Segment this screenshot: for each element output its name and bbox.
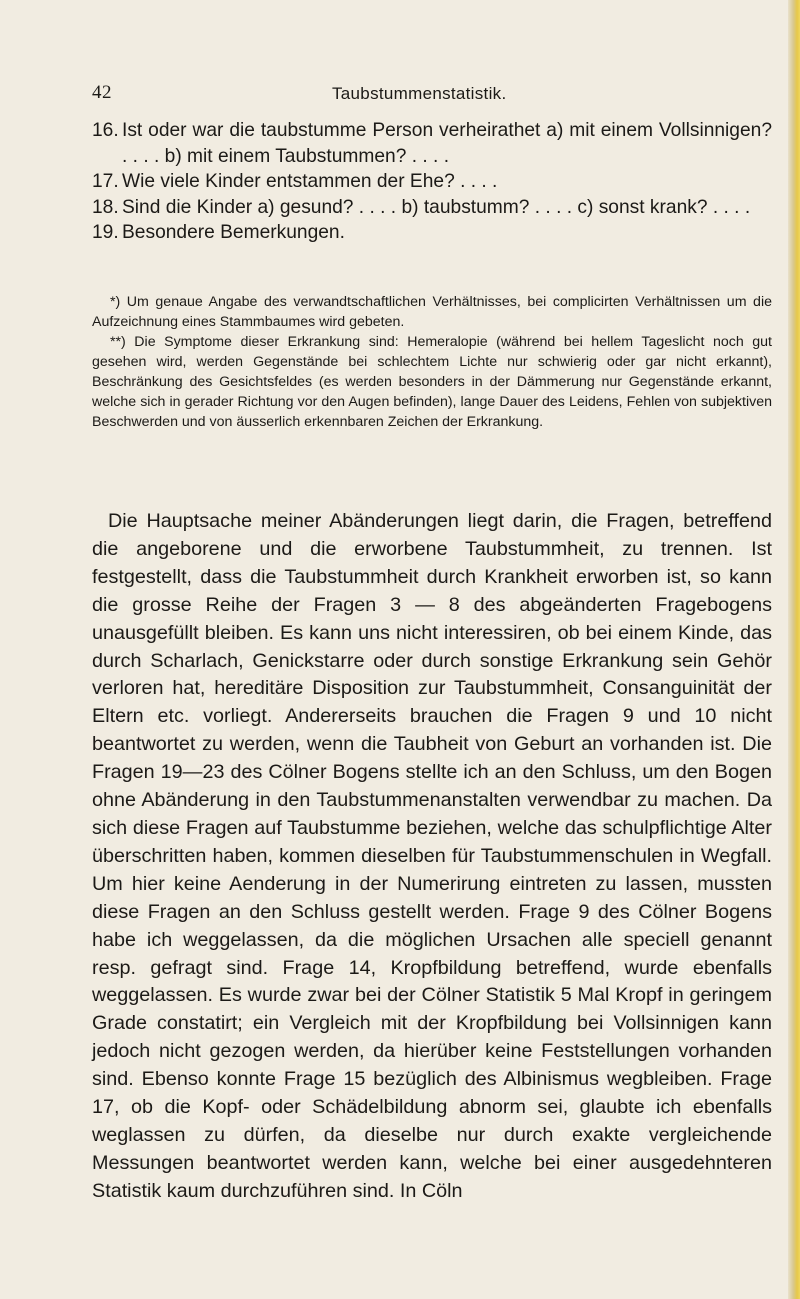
question-text: Sind die Kinder a) gesund? . . . . b) taubstumm? . . . . c) sonst krank? . . . . bbox=[122, 196, 751, 218]
footnotes bbox=[92, 292, 772, 432]
page-edge bbox=[788, 0, 800, 1299]
page-number: 42 bbox=[92, 82, 112, 103]
running-title: Taubstummenstatistik. bbox=[332, 84, 507, 103]
question-19 bbox=[92, 220, 772, 246]
question-number: 18. bbox=[92, 196, 119, 218]
question-17 bbox=[92, 169, 772, 195]
running-head bbox=[92, 82, 778, 110]
question-list bbox=[92, 118, 772, 246]
question-text: Wie viele Kinder entstammen der Ehe? . . . . bbox=[122, 171, 498, 192]
question-number: 19. bbox=[92, 222, 119, 243]
footnote-2: **) Die Symptome dieser Erkrankung sind: Hemeralopie (während bei hellem Tageslicht noch gut gesehen wird, werden Gegenstände bei schlechtem Lichte nur schwierig oder gar nicht erkannt), Beschränkung des Gesichtsfeldes (es werden besonders in der Dämmerung nur Gegenstände erkannt, welche sich in gerader Richtung vor den Augen befinden), lange Dauer des Leidens, Fehlen von subjektiven Beschwerden und von äusserlich erkennbaren Zeichen der Erkrankung. bbox=[92, 334, 772, 430]
body-paragraph: Die Hauptsache meiner Abänderungen liegt darin, die Fragen, betreffend die angeborene und die erworbene Taubstummheit, zu trennen. Ist festgestellt, dass die Taubstummheit durch Krankheit erworben ist, so kann die grosse Reihe der Fragen 3 — 8 des abgeänderten Fragebogens unausgefüllt bleiben. Es kann uns nicht interessiren, ob bei einem Kinde, das durch Scharlach, Genickstarre oder durch sonstige Erkrankung sein Gehör verloren hat, hereditäre Disposition zur Taubstummheit, Consanguinität der Eltern etc. vorliegt. Andererseits brauchen die Fragen 9 und 10 nicht beantwortet zu werden, wenn die Taubheit von Geburt an vorhanden ist. Die Fragen 19—23 des Cölner Bogens stellte ich an den Schluss, um den Bogen ohne Abänderung in den Taubstummenanstalten verwendbar zu machen. Da sich diese Fragen auf Taubstumme beziehen, welche das schulpflichtige Alter überschritten haben, kommen dieselben für Taubstummenschulen in Wegfall. Um hier keine Aenderung in der Numerirung eintreten zu lassen, mussten diese Fragen an den Schluss gestellt werden. Frage 9 des Cölner Bogens habe ich weggelassen, da die möglichen Ursachen alle speciell genannt resp. gefragt sind. Frage 14, Kropfbildung betreffend, wurde ebenfalls weggelassen. Es wurde zwar bei der Cölner Statistik 5 Mal Kropf in geringem Grade constatirt; ein Vergleich mit der Kropfbildung bei Vollsinnigen kann jedoch nicht gezogen werden, da hierüber keine Feststellungen vorhanden sind. Ebenso konnte Frage 15 bezüglich des Albinismus wegbleiben. Frage 17, ob die Kopf- oder Schädelbildung abnorm sei, glaubte ich ebenfalls weglassen zu dürfen, da dieselbe nur durch exakte vergleichende Messungen beantwortet werden kann, welche bei einer ausgedehnteren Statistik kaum durchzuführen sind. In Cöln bbox=[92, 510, 772, 1202]
question-16 bbox=[92, 118, 772, 169]
question-18 bbox=[92, 195, 772, 221]
question-number: 16. bbox=[92, 120, 119, 141]
footnote-1: *) Um genaue Angabe des verwandtschaftlichen Verhältnisses, bei complicirten Verhältnissen um die Aufzeichnung eines Stammbaumes wird gebeten. bbox=[92, 294, 772, 330]
question-number: 17. bbox=[92, 171, 119, 192]
question-text: Ist oder war die taubstumme Person verheirathet a) mit einem Vollsinnigen? . . . . b) mit einem Taubstummen? . . . . bbox=[122, 120, 772, 167]
question-text: Besondere Bemerkungen. bbox=[122, 222, 345, 243]
